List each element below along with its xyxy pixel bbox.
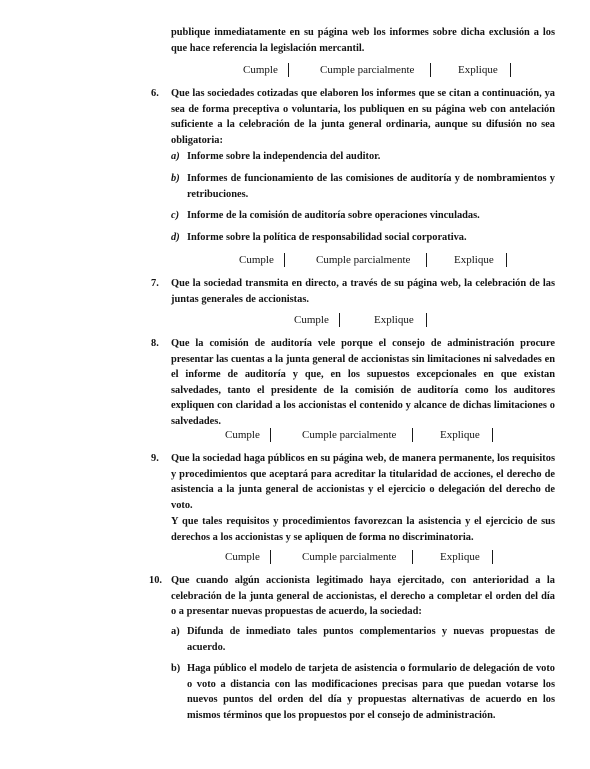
answer-row-6 (239, 252, 519, 268)
answer-divider (426, 313, 427, 327)
answer-cumple-parcialmente[interactable]: Cumple parcialmente (302, 551, 397, 563)
subitem-label: b) (171, 173, 180, 184)
answer-divider (339, 313, 340, 327)
answer-cumple[interactable]: Cumple (294, 314, 329, 326)
item-text: Que cuando algún accionista legitimado haya ejercitado, con anterioridad a la celebración de la junta general de accionistas, el derecho a completar el orden del día o a presentar nuevas propuestas de acuerdo, la sociedad: (171, 575, 555, 618)
answer-explique[interactable]: Explique (458, 64, 498, 76)
item-number: 7. (151, 278, 159, 289)
answer-cumple-parcialmente[interactable]: Cumple parcialmente (316, 254, 411, 266)
answer-divider (270, 428, 271, 442)
item-number: 10. (149, 575, 162, 586)
item-text: Que las sociedades cotizadas que elaboren los informes que se citan a continuación, ya sea de forma preceptiva o voluntaria, los publiquen en su página web con antelación suficiente a la celebración de la junta general ordinaria, aunque su difusión no sea obligatoria: (171, 88, 555, 146)
answer-divider (510, 63, 511, 77)
subitem-text: Haga público el modelo de tarjeta de asistencia o formulario de delegación de voto o voto a distancia con las modificaciones precisas para que puedan votarse los nuevos puntos del orden del día y propuestas alternativas de acuerdo en los mismos términos que los propuestos por el consejo de administración. (187, 663, 555, 721)
subitem-text: Informe sobre la independencia del auditor. (187, 151, 381, 162)
answer-cumple[interactable]: Cumple (225, 551, 260, 563)
answer-cumple[interactable]: Cumple (225, 429, 260, 441)
answer-divider (430, 63, 431, 77)
answer-divider (492, 428, 493, 442)
subitem-text: Difunda de inmediato tales puntos complementarios y nuevas propuestas de acuerdo. (187, 626, 555, 653)
answer-row-5 (243, 62, 523, 78)
answer-explique[interactable]: Explique (454, 254, 494, 266)
subitem-text: Informes de funcionamiento de las comisiones de auditoría y de nombramientos y retribuciones. (187, 173, 555, 200)
answer-divider (270, 550, 271, 564)
subitem-label: b) (171, 663, 181, 674)
answer-divider (506, 253, 507, 267)
answer-divider (288, 63, 289, 77)
item-number: 9. (151, 453, 159, 464)
intro-paragraph: publique inmediatamente en su página web los informes sobre dicha exclusión a los que hace referencia la legislación mercantil. (171, 27, 555, 54)
answer-explique[interactable]: Explique (374, 314, 414, 326)
answer-divider (412, 428, 413, 442)
answer-divider (492, 550, 493, 564)
answer-cumple[interactable]: Cumple (243, 64, 278, 76)
item-text-continued: Y que tales requisitos y procedimientos favorezcan la asistencia y el ejercicio de sus derechos a los accionistas y se apliquen de forma no discriminatoria. (171, 516, 555, 543)
item-number: 8. (151, 338, 159, 349)
item-text: Que la comisión de auditoría vele porque el consejo de administración procure presentar las cuentas a la junta general de accionistas sin limitaciones ni salvedades en el informe de auditoría y que, en los supuestos excepcionales en que existan salvedades, tanto el presidente de la comisión de auditoría como los auditores expliquen con claridad a los accionistas el contenido y alcance de dichas limitaciones o salvedades. (171, 338, 555, 427)
answer-divider (284, 253, 285, 267)
answer-cumple-parcialmente[interactable]: Cumple parcialmente (302, 429, 397, 441)
subitem-label: c) (171, 210, 180, 221)
subitem-label: d) (171, 232, 180, 243)
subitem-text: Informe de la comisión de auditoría sobre operaciones vinculadas. (187, 210, 480, 221)
answer-row-7 (294, 312, 434, 328)
answer-row-9 (225, 549, 505, 565)
item-text: Que la sociedad haga públicos en su página web, de manera permanente, los requisitos y procedimientos que aceptará para acreditar la titularidad de acciones, el derecho de asistencia a la junta general de accionistas y el ejercicio o delegación del derecho de voto. (171, 453, 555, 511)
answer-cumple[interactable]: Cumple (239, 254, 274, 266)
subitem-label: a) (171, 626, 180, 637)
answer-divider (412, 550, 413, 564)
answer-explique[interactable]: Explique (440, 429, 480, 441)
answer-explique[interactable]: Explique (440, 551, 480, 563)
subitem-text: Informe sobre la política de responsabilidad social corporativa. (187, 232, 467, 243)
item-text: Que la sociedad transmita en directo, a través de su página web, la celebración de las juntas generales de accionistas. (171, 278, 555, 305)
answer-row-8 (225, 427, 505, 443)
item-number: 6. (151, 88, 159, 99)
answer-divider (426, 253, 427, 267)
answer-cumple-parcialmente[interactable]: Cumple parcialmente (320, 64, 415, 76)
subitem-label: a) (171, 151, 180, 162)
